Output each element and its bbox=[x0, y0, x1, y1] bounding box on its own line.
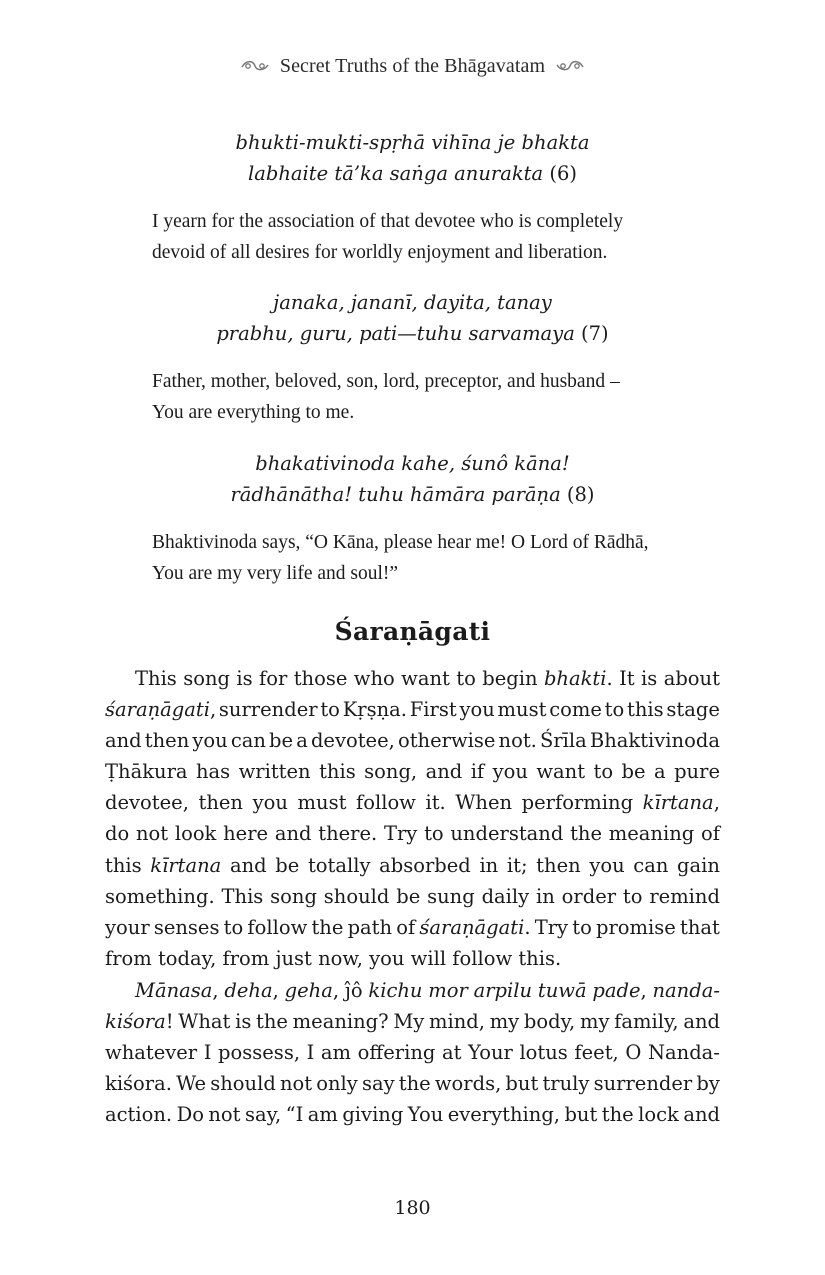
word: ĵô bbox=[344, 979, 363, 1002]
running-header-title: Secret Truths of the Bhāgavatam bbox=[279, 54, 546, 77]
word: of bbox=[701, 822, 720, 846]
word: Try bbox=[534, 915, 569, 939]
word: then bbox=[198, 791, 243, 815]
translation-line: Bhaktivinoda says, “O Kāna, please hear me! O Lord of Rādhā, bbox=[152, 532, 649, 553]
verse-7 bbox=[0, 287, 825, 349]
text-line bbox=[105, 1099, 720, 1130]
word: who bbox=[353, 667, 395, 690]
word: it; bbox=[506, 853, 528, 877]
word: song bbox=[270, 884, 317, 908]
word: but bbox=[505, 1072, 539, 1096]
word: and bbox=[229, 853, 267, 877]
word: meaning? bbox=[292, 1010, 389, 1034]
word: devotee, bbox=[105, 791, 189, 815]
word: everything, bbox=[447, 1103, 561, 1127]
text-line bbox=[105, 663, 720, 694]
word: I bbox=[203, 1041, 212, 1065]
word: want bbox=[401, 667, 450, 690]
word: but bbox=[564, 1103, 598, 1127]
word: surrender bbox=[218, 698, 318, 722]
text-line bbox=[105, 975, 720, 1006]
text-line bbox=[105, 881, 720, 912]
word: It bbox=[619, 667, 635, 690]
word: absorbed bbox=[379, 853, 471, 877]
word: can bbox=[633, 853, 669, 877]
word: it. bbox=[425, 791, 446, 815]
word: totally bbox=[307, 853, 371, 877]
word: body, bbox=[523, 1010, 576, 1034]
word: at bbox=[441, 1041, 462, 1065]
word: for bbox=[259, 667, 288, 690]
word: whatever bbox=[105, 1041, 198, 1065]
word: to bbox=[424, 822, 444, 846]
word: be bbox=[621, 760, 646, 784]
verse-8-translation bbox=[152, 528, 692, 589]
word: say, bbox=[244, 1103, 282, 1127]
word: truly bbox=[542, 1072, 590, 1096]
verse-line: bhakativinoda kahe, śunô kāna! bbox=[255, 452, 570, 475]
translation-line: I yearn for the association of that devotee who is completely bbox=[152, 211, 624, 232]
word: kiśora. bbox=[105, 1072, 172, 1096]
word: Nanda- bbox=[647, 1041, 720, 1065]
word: the bbox=[398, 1072, 431, 1096]
word: should bbox=[323, 884, 390, 908]
word: Try bbox=[383, 822, 418, 846]
word: song, bbox=[364, 760, 418, 784]
word: there. bbox=[318, 822, 378, 846]
word: then bbox=[144, 729, 190, 753]
word: this bbox=[105, 853, 142, 877]
word: nanda- bbox=[652, 979, 720, 1002]
word: pure bbox=[674, 760, 720, 784]
word: follow bbox=[356, 791, 416, 815]
word: Kṛṣṇa. bbox=[342, 698, 407, 722]
word: must bbox=[497, 698, 547, 722]
word: lotus bbox=[519, 1041, 568, 1065]
word: not bbox=[208, 1103, 241, 1127]
word: a bbox=[296, 729, 308, 753]
word: only bbox=[316, 1072, 358, 1096]
word: by bbox=[696, 1072, 720, 1096]
word: must bbox=[297, 791, 347, 815]
word: is bbox=[641, 667, 658, 690]
word: be bbox=[275, 853, 300, 877]
verse-line: labhaite tā’ka saṅga anurakta (6) bbox=[248, 162, 577, 185]
scroll-ornament-icon bbox=[555, 59, 585, 73]
word: possess, bbox=[218, 1041, 301, 1065]
word: this bbox=[627, 698, 664, 722]
word: this bbox=[319, 760, 356, 784]
word: am bbox=[320, 1041, 352, 1065]
word: kiśora! bbox=[105, 1010, 174, 1034]
word: gain bbox=[677, 853, 720, 877]
word: We bbox=[176, 1072, 207, 1096]
word: and bbox=[425, 760, 463, 784]
word: say bbox=[361, 1072, 395, 1096]
translation-line: You are my very life and soul!” bbox=[152, 562, 399, 584]
word: song bbox=[183, 667, 230, 690]
verse-number: (7) bbox=[581, 322, 609, 345]
paragraph-2 bbox=[105, 975, 720, 1130]
word: words, bbox=[434, 1072, 502, 1096]
word: not. bbox=[498, 729, 537, 753]
word: be bbox=[396, 884, 421, 908]
verse-line: rādhānātha! tuhu hāmāra parāṇa (8) bbox=[230, 483, 595, 506]
word: tuwā bbox=[537, 979, 587, 1002]
page-number: 180 bbox=[394, 1197, 431, 1219]
word: mind, bbox=[429, 1010, 485, 1034]
word: you bbox=[459, 698, 495, 722]
word: action. bbox=[105, 1103, 173, 1127]
verse-8 bbox=[0, 448, 825, 510]
word: written bbox=[238, 760, 311, 784]
word: those bbox=[293, 667, 348, 690]
word: family, bbox=[614, 1010, 679, 1034]
word: has bbox=[195, 760, 231, 784]
word: lock bbox=[638, 1103, 679, 1127]
word: O bbox=[625, 1041, 642, 1065]
word: and bbox=[683, 1103, 720, 1127]
word: in bbox=[479, 853, 499, 877]
word: to bbox=[572, 915, 592, 939]
word: to bbox=[223, 915, 244, 939]
word: My bbox=[393, 1010, 425, 1034]
word: your bbox=[105, 915, 150, 939]
word: order bbox=[561, 884, 617, 908]
word: and bbox=[105, 729, 142, 753]
word: What bbox=[178, 1010, 231, 1034]
word: can bbox=[230, 729, 266, 753]
word: Ṭhākura bbox=[105, 760, 188, 784]
word: understand bbox=[450, 822, 564, 846]
word: do bbox=[105, 822, 130, 846]
word: sung bbox=[427, 884, 475, 908]
text-line bbox=[105, 1037, 720, 1068]
word: kīrtana bbox=[150, 853, 222, 877]
word: is bbox=[235, 1010, 252, 1034]
word: not bbox=[135, 822, 169, 846]
word: geha, bbox=[284, 979, 340, 1002]
word: of bbox=[396, 915, 416, 939]
word: to bbox=[456, 667, 476, 690]
word: Do bbox=[176, 1103, 204, 1127]
text-line bbox=[105, 1068, 720, 1099]
word: here bbox=[223, 822, 269, 846]
translation-line: Father, mother, beloved, son, lord, preceptor, and husband – bbox=[152, 371, 620, 392]
word: should bbox=[210, 1072, 276, 1096]
word: When bbox=[455, 791, 513, 815]
word: follow bbox=[247, 915, 308, 939]
word: the bbox=[570, 822, 603, 846]
word: the bbox=[601, 1103, 634, 1127]
running-header bbox=[0, 50, 825, 82]
word: Śrīla bbox=[540, 729, 587, 753]
word: First bbox=[409, 698, 457, 722]
paragraph-1 bbox=[105, 663, 720, 974]
word: to bbox=[622, 884, 643, 908]
word: about bbox=[663, 667, 720, 690]
verse-line: bhukti-mukti-spṛhā vihīna je bhakta bbox=[235, 131, 590, 154]
verse-line: janaka, jananī, dayita, tanay bbox=[273, 291, 552, 314]
word: you bbox=[192, 729, 228, 753]
word: mor bbox=[428, 979, 468, 1002]
text-line: from today, from just now, you will follow this. bbox=[105, 946, 562, 970]
text-line bbox=[105, 694, 720, 725]
word: to bbox=[604, 698, 625, 722]
word: path bbox=[347, 915, 393, 939]
translation-line: You are everything to me. bbox=[152, 401, 355, 423]
word: my bbox=[579, 1010, 610, 1034]
word: not bbox=[279, 1072, 313, 1096]
word: to bbox=[593, 760, 614, 784]
section-heading: Śaraṇāgati bbox=[334, 617, 491, 646]
text-line bbox=[105, 850, 720, 881]
word: kichu bbox=[368, 979, 423, 1002]
text-line bbox=[105, 787, 720, 818]
word: is bbox=[236, 667, 253, 690]
word: offering bbox=[357, 1041, 436, 1065]
word: Mānasa, bbox=[135, 979, 219, 1002]
word: am bbox=[307, 1103, 338, 1127]
word: feet, bbox=[574, 1041, 619, 1065]
word: surrender bbox=[593, 1072, 693, 1096]
word: the bbox=[256, 1010, 288, 1034]
scroll-ornament-icon bbox=[240, 59, 270, 73]
translation-line: devoid of all desires for worldly enjoyment and liberation. bbox=[152, 241, 608, 263]
word: stage bbox=[666, 698, 720, 722]
word: the bbox=[311, 915, 344, 939]
word: you bbox=[252, 791, 288, 815]
word: come bbox=[549, 698, 602, 722]
word: śaraṇāgati. bbox=[419, 915, 531, 939]
verse-7-translation bbox=[152, 367, 692, 428]
text-line bbox=[105, 818, 720, 849]
word: begin bbox=[482, 667, 538, 690]
word: pade, bbox=[592, 979, 647, 1002]
word: arpilu bbox=[473, 979, 533, 1002]
word: my bbox=[489, 1010, 520, 1034]
word: Your bbox=[468, 1041, 513, 1065]
word: that bbox=[680, 915, 720, 939]
text-line bbox=[105, 756, 720, 787]
word: look bbox=[174, 822, 217, 846]
text-line bbox=[105, 1006, 720, 1037]
word: a bbox=[654, 760, 666, 784]
word: something. bbox=[105, 884, 215, 908]
word: I bbox=[306, 1041, 315, 1065]
word: Bhaktivinoda bbox=[589, 729, 720, 753]
word: you bbox=[492, 760, 528, 784]
word: You bbox=[407, 1103, 444, 1127]
word: senses bbox=[153, 915, 220, 939]
word: otherwise bbox=[397, 729, 496, 753]
word: deha, bbox=[224, 979, 279, 1002]
word: śaraṇāgati, bbox=[105, 698, 217, 722]
word: and bbox=[683, 1010, 720, 1034]
word: devotee, bbox=[310, 729, 395, 753]
word: giving bbox=[342, 1103, 404, 1127]
word: kīrtana, bbox=[642, 791, 720, 815]
word: remind bbox=[649, 884, 720, 908]
word: This bbox=[221, 884, 264, 908]
word: performing bbox=[521, 791, 634, 815]
word: then bbox=[536, 853, 581, 877]
verse-number: (8) bbox=[566, 483, 595, 506]
verse-number: (6) bbox=[549, 162, 577, 185]
word: be bbox=[269, 729, 294, 753]
text-line bbox=[105, 725, 720, 756]
word: This bbox=[135, 667, 177, 690]
verse-6 bbox=[0, 127, 825, 189]
verse-6-translation bbox=[152, 207, 692, 268]
word: bhakti. bbox=[543, 667, 613, 690]
word: “I bbox=[285, 1103, 304, 1127]
word: want bbox=[536, 760, 586, 784]
word: in bbox=[536, 884, 555, 908]
word: if bbox=[470, 760, 485, 784]
text-line bbox=[105, 912, 720, 943]
word: and bbox=[274, 822, 312, 846]
word: to bbox=[320, 698, 340, 722]
word: promise bbox=[596, 915, 676, 939]
word: daily bbox=[481, 884, 530, 908]
word: meaning bbox=[608, 822, 695, 846]
verse-line: prabhu, guru, pati—tuhu sarvamaya (7) bbox=[216, 322, 609, 345]
word: you bbox=[589, 853, 625, 877]
